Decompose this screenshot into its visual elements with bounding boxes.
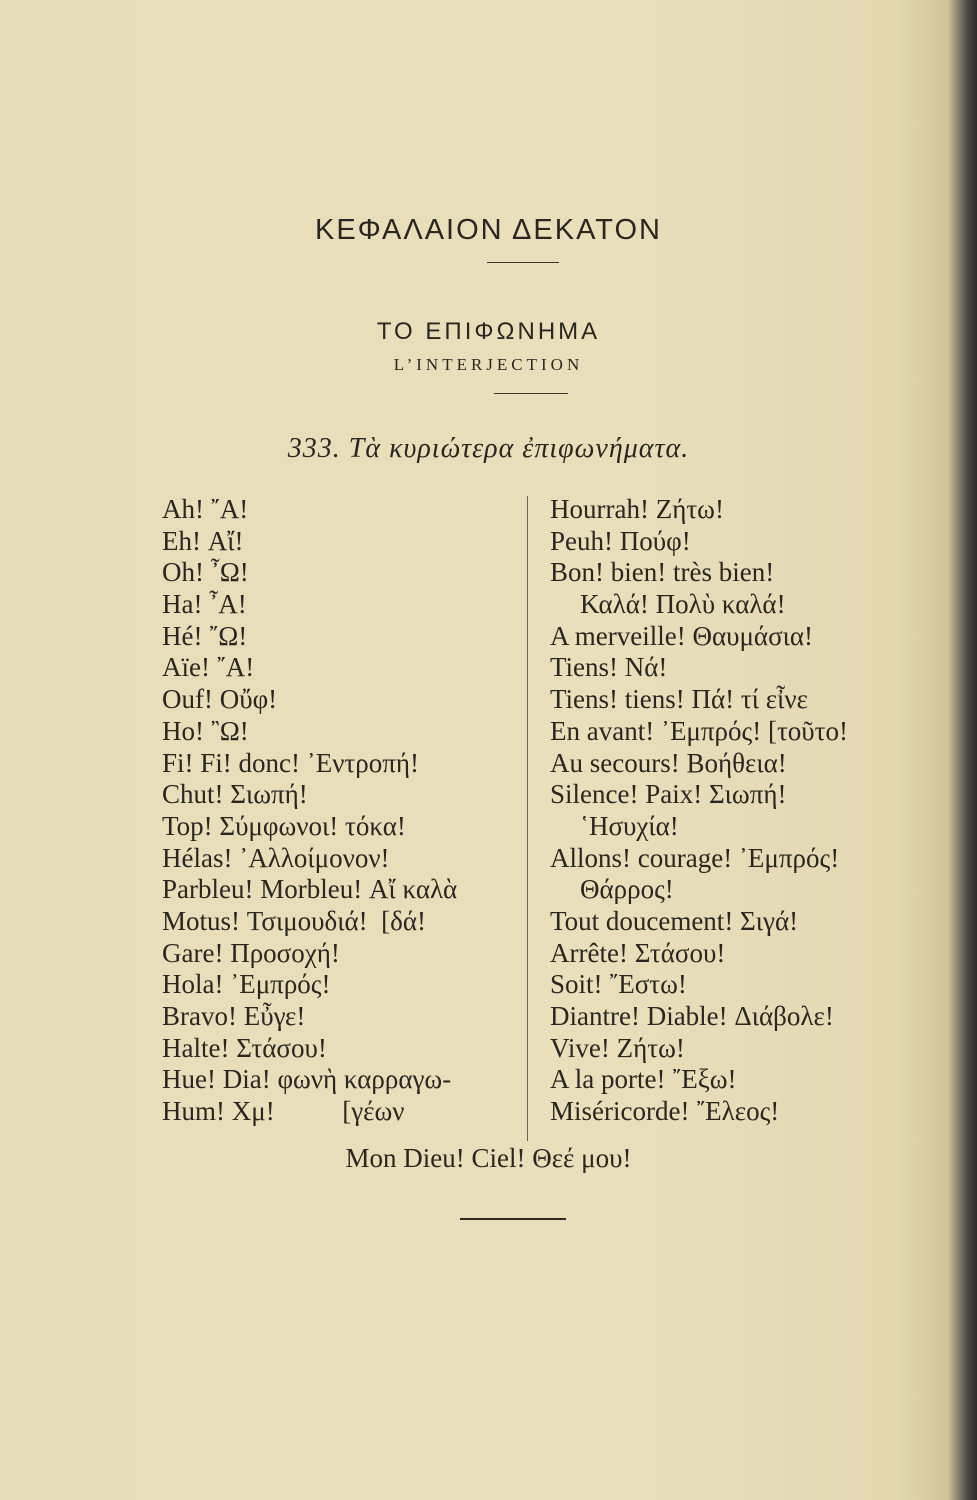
right-interjection-column [550,494,920,1128]
paragraph-heading: 333. Τὰ κυριώτερα ἐπιφωνήματα. [287,433,690,464]
list-item: Tiens! Νά! [550,652,668,683]
list-item: Tiens! tiens! Πά! τί εἶνε [550,684,808,715]
list-item: Hélas! ᾿Αλλοίμονον! [162,842,390,873]
left-interjection-column [162,494,527,1128]
list-item: Ouf! Οὔφ! [162,684,278,715]
list-item: Tout doucement! Σιγά! [550,905,799,936]
list-item: Καλά! Πολὺ καλά! [580,589,786,620]
list-item: Arrête! Στάσου! [550,937,726,968]
list-item: Halte! Στάσου! [162,1032,327,1063]
list-item: Allons! courage! ᾿Εμπρός! [550,842,840,873]
list-item: Hum! Χμ! [γέων [162,1096,405,1127]
list-item: A la porte! ῎Εξω! [550,1064,737,1095]
list-item: Diantre! Diable! Διάβολε! [550,1001,834,1031]
list-item: Motus! Τσιμουδιά! [δά! [162,905,427,936]
list-item: Top! Σύμφωνοι! τόκα! [162,810,406,841]
list-item: Au secours! Βοήθεια! [550,747,787,778]
list-item: Hola! ᾿Εμπρός! [162,969,331,1000]
list-item: Bon! bien! très bien! [550,557,775,588]
chapter-title: ΚΕΦΑΛΑΙΟΝ ΔΕΚΑΤΟΝ [315,214,662,246]
list-item: Fi! Fi! donc! ᾿Εντροπή! [162,747,420,778]
list-item: Θάρρος! [580,874,674,905]
list-item: Oh! ῏Ω! [162,557,249,588]
list-item: ῾Ησυχία! [580,810,679,841]
list-item: Eh! Αἴ! [162,525,244,556]
list-item: Chut! Σιωπή! [162,779,308,810]
list-item: Hue! Dia! φωνὴ καρραγω- [162,1064,452,1095]
list-item: Ho! ῍Ω! [162,715,249,746]
chapter-divider [487,262,559,263]
list-item: En avant! ᾿Εμπρός! [τοῦτο! [550,715,849,746]
section-title-greek: ΤΟ ΕΠΙΦΩΝΗΜΑ [376,318,601,345]
column-divider [527,496,528,1141]
list-item: Ha! ῏Α! [162,589,247,620]
list-item: Hourrah! Ζήτω! [550,494,724,524]
list-item: Parbleu! Morbleu! Αἴ καλὰ [162,874,458,905]
closing-line: Mon Dieu! Ciel! Θεέ μου! [345,1143,632,1173]
list-item: A merveille! Θαυμάσια! [550,620,814,651]
section-divider [494,393,568,394]
list-item: Vive! Ζήτω! [550,1032,685,1063]
list-item: Ah! ῎Α! [162,494,249,524]
list-item: Aïe! ῎Α! [162,652,255,683]
list-item: Soit! ῎Εστω! [550,969,687,1000]
section-title-french: L’INTERJECTION [393,355,584,374]
list-item: Hé! ῎Ω! [162,620,248,651]
list-item: Peuh! Πούφ! [550,525,691,556]
list-item: Bravo! Εὖγε! [162,1001,306,1031]
list-item: Gare! Προσοχή! [162,937,340,968]
list-item: Silence! Paix! Σιωπή! [550,779,787,810]
list-item: Miséricorde! ῎Ελεος! [550,1096,780,1127]
end-divider [460,1218,566,1220]
